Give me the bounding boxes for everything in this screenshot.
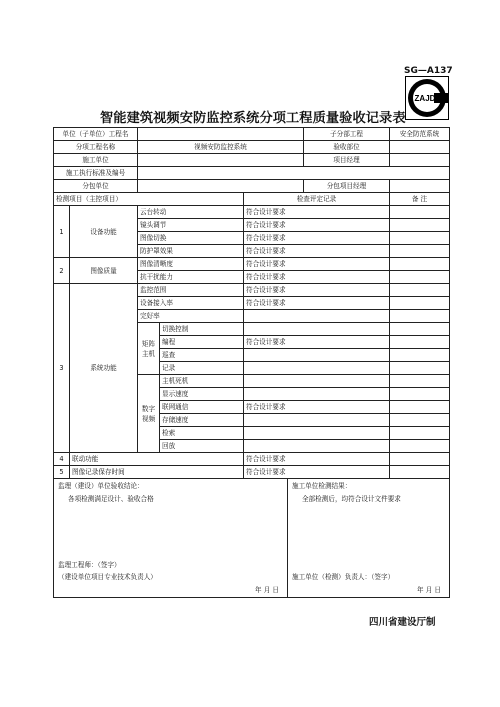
signature-row [54, 479, 450, 598]
item-label: 存储速度 [160, 414, 244, 427]
result-cell[interactable]: 符合设计要求 [244, 297, 390, 310]
logo-text: ZAJD [414, 94, 436, 103]
sub-project-value[interactable]: 安全防范系统 [390, 128, 450, 141]
item-label: 编程 [160, 336, 244, 349]
supervision-heading: 监理（建设）单位验收结论： [58, 482, 144, 490]
table-row [54, 284, 450, 297]
item-label: 检索 [160, 427, 244, 440]
inspection-table [53, 127, 450, 598]
item-label: 防护罩效果 [138, 245, 244, 258]
item-label: 图像切换 [138, 232, 244, 245]
contractor-date: 年 月 日 [417, 586, 441, 594]
sub-manager-label: 分包项目经理 [304, 180, 390, 193]
remark-cell[interactable] [390, 323, 450, 336]
result-cell[interactable]: 符合设计要求 [244, 284, 390, 297]
remark-cell[interactable] [390, 310, 450, 323]
item-label: 设备接入率 [138, 297, 244, 310]
group4-name: 联动功能 [70, 453, 244, 466]
group2-no: 2 [54, 258, 70, 284]
remark-cell[interactable] [390, 349, 450, 362]
item-label: 镜头调节 [138, 219, 244, 232]
table-row [54, 453, 450, 466]
result-cell[interactable] [244, 323, 390, 336]
item-label: 主机死机 [160, 375, 244, 388]
contractor-conclusion: 全部检测后，均符合设计文件要求 [302, 495, 401, 503]
row-contractor [54, 154, 450, 167]
remark-cell[interactable] [390, 206, 450, 219]
item-label: 显示速度 [160, 388, 244, 401]
standard-label: 施工执行标准及编号 [54, 167, 138, 180]
result-cell[interactable]: 符合设计要求 [244, 466, 390, 479]
result-cell[interactable] [244, 440, 390, 453]
remark-cell[interactable] [390, 232, 450, 245]
project-manager-value[interactable] [390, 154, 450, 167]
item-label: 监控范围 [138, 284, 244, 297]
page-title: 智能建筑视频安防监控系统分项工程质量验收记录表 [100, 111, 406, 126]
remark-cell[interactable] [390, 375, 450, 388]
standard-value[interactable] [138, 167, 450, 180]
result-cell[interactable]: 符合设计要求 [244, 232, 390, 245]
row-standard [54, 167, 450, 180]
result-cell[interactable]: 符合设计要求 [244, 206, 390, 219]
remark-cell[interactable] [390, 427, 450, 440]
row-subcontractor [54, 180, 450, 193]
contractor-label: 施工单位 [54, 154, 138, 167]
group1-name: 设备功能 [70, 206, 138, 258]
remark-cell[interactable] [390, 219, 450, 232]
result-cell[interactable] [244, 310, 390, 323]
remark-cell[interactable] [390, 258, 450, 271]
unit-project-label: 单位（子单位）工程名 [54, 128, 138, 141]
inspection-part-value[interactable] [390, 141, 450, 154]
subcontractor-label: 分包单位 [54, 180, 138, 193]
col-header-items: 检测项目（主控项目） [54, 193, 244, 206]
contractor-responsible: 施工单位（检测）负责人：（签字） [292, 573, 395, 581]
form-code: SG—A137 [404, 66, 453, 76]
supervision-conclusion-box[interactable] [54, 479, 288, 598]
remark-cell[interactable] [390, 440, 450, 453]
result-cell[interactable]: 符合设计要求 [244, 258, 390, 271]
result-cell[interactable]: 符合设计要求 [244, 401, 390, 414]
remark-cell[interactable] [390, 466, 450, 479]
sub-manager-value[interactable] [390, 180, 450, 193]
contractor-value[interactable] [138, 154, 304, 167]
table-row [54, 206, 450, 219]
item-label: 图像清晰度 [138, 258, 244, 271]
contractor-result-box[interactable] [288, 479, 450, 598]
remark-cell[interactable] [390, 271, 450, 284]
item-label: 云台转动 [138, 206, 244, 219]
item-project-value[interactable]: 视频安防监控系统 [138, 141, 304, 154]
result-cell[interactable]: 符合设计要求 [244, 453, 390, 466]
result-cell[interactable] [244, 427, 390, 440]
remark-cell[interactable] [390, 284, 450, 297]
sub-project-label: 子分部工程 [304, 128, 390, 141]
group4-no: 4 [54, 453, 70, 466]
remark-cell[interactable] [390, 414, 450, 427]
item-project-label: 分项工程名称 [54, 141, 138, 154]
result-cell[interactable]: 符合设计要求 [244, 245, 390, 258]
result-cell[interactable] [244, 388, 390, 401]
row-unit-project [54, 128, 450, 141]
remark-cell[interactable] [390, 297, 450, 310]
item-label: 巡查 [160, 349, 244, 362]
group5-no: 5 [54, 466, 70, 479]
unit-project-value[interactable] [138, 128, 304, 141]
issuer-footer: 四川省建设厅制 [369, 617, 436, 628]
supervision-date: 年 月 日 [255, 586, 279, 594]
col-header-record: 检查评定记录 [244, 193, 390, 206]
table-row [54, 258, 450, 271]
table-row [54, 466, 450, 479]
group2-name: 图像质量 [70, 258, 138, 284]
remark-cell[interactable] [390, 401, 450, 414]
result-cell[interactable] [244, 362, 390, 375]
item-label: 回放 [160, 440, 244, 453]
item-label: 完好率 [138, 310, 244, 323]
group3-name: 系统功能 [70, 284, 138, 453]
item-label: 抗干扰能力 [138, 271, 244, 284]
result-cell[interactable]: 符合设计要求 [244, 336, 390, 349]
remark-cell[interactable] [390, 245, 450, 258]
result-cell[interactable]: 符合设计要求 [244, 219, 390, 232]
supervision-responsible: （建设单位项目专业技术负责人） [58, 573, 157, 581]
matrix-host-label: 矩阵主机 [138, 323, 160, 375]
group5-name: 图像记录保存时间 [70, 466, 244, 479]
remark-cell[interactable] [390, 388, 450, 401]
group3-no: 3 [54, 284, 70, 453]
result-cell[interactable] [244, 375, 390, 388]
contractor-heading: 施工单位检测结果： [292, 482, 352, 490]
result-cell[interactable] [244, 414, 390, 427]
subcontractor-value[interactable] [138, 180, 304, 193]
row-item-project [54, 141, 450, 154]
col-header-remark: 备 注 [390, 193, 450, 206]
remark-cell[interactable] [390, 453, 450, 466]
supervision-conclusion: 各项检测满足设计、验收合格 [68, 495, 154, 503]
item-label: 联网通信 [160, 401, 244, 414]
supervision-engineer: 监理工程师：（签字） [58, 561, 121, 569]
zajd-logo [405, 76, 449, 120]
result-cell[interactable] [244, 349, 390, 362]
item-label: 记录 [160, 362, 244, 375]
row-column-headers [54, 193, 450, 206]
result-cell[interactable]: 符合设计要求 [244, 271, 390, 284]
project-manager-label: 项目经理 [304, 154, 390, 167]
item-label: 切换控制 [160, 323, 244, 336]
inspection-part-label: 验收部位 [304, 141, 390, 154]
remark-cell[interactable] [390, 336, 450, 349]
group1-no: 1 [54, 206, 70, 258]
remark-cell[interactable] [390, 362, 450, 375]
digital-video-label: 数字视频 [138, 375, 160, 453]
